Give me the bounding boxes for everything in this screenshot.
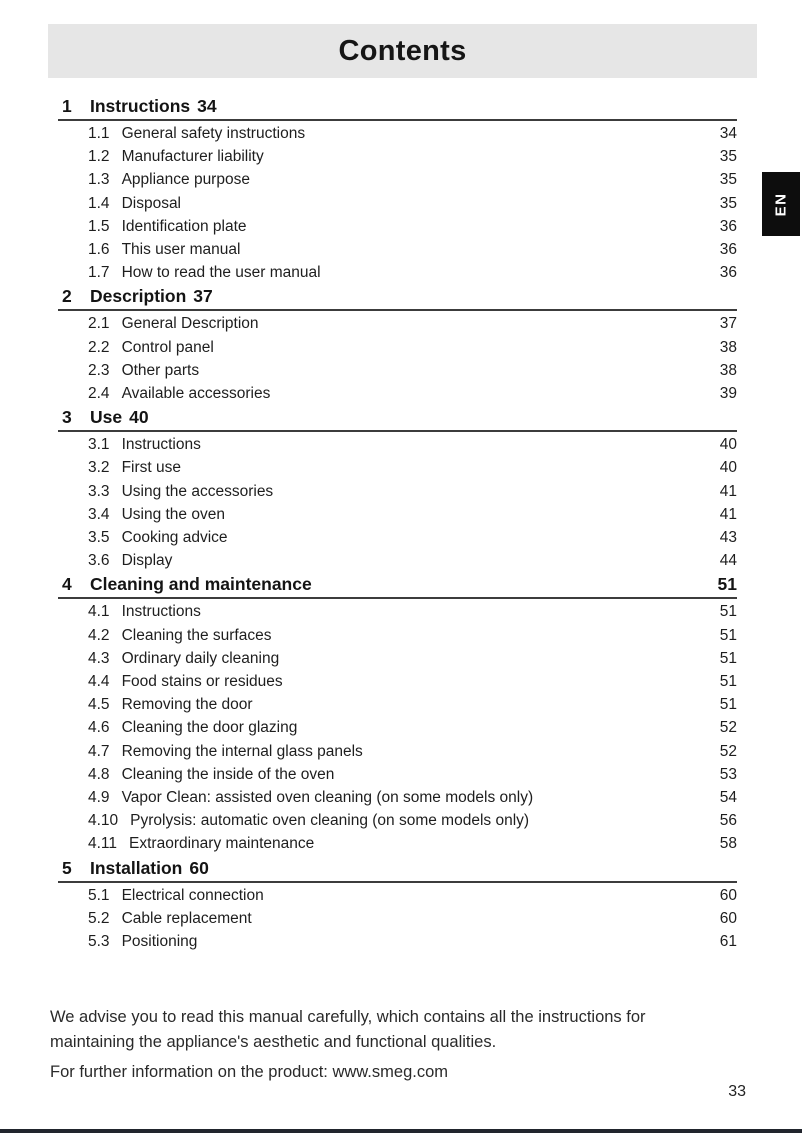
toc-item <box>58 716 737 739</box>
toc-item-number: 1.6 <box>88 241 110 259</box>
toc-item-page: 53 <box>719 765 737 783</box>
toc-item-page: 52 <box>719 742 737 760</box>
toc-item-page: 58 <box>719 835 737 853</box>
toc-item-title: General safety instructions <box>121 125 306 142</box>
toc-item-page: 35 <box>719 194 737 212</box>
section-title: Cleaning and maintenance <box>90 574 312 595</box>
toc-item-title: Ordinary daily cleaning <box>121 649 280 667</box>
toc-section-items <box>58 311 737 406</box>
toc-item-number: 1.2 <box>88 148 110 166</box>
toc-item <box>58 884 737 907</box>
toc-item-number: 1.4 <box>88 194 110 212</box>
toc-section <box>58 95 737 285</box>
toc-item-number: 4.6 <box>88 719 110 737</box>
toc-item-number: 4.8 <box>88 765 110 783</box>
toc-item-title: Vapor Clean: assisted oven cleaning (on some models only) <box>121 789 534 807</box>
toc-item <box>58 480 737 503</box>
toc-item-title: Available accessories <box>121 385 271 403</box>
toc-item-title: Instructions <box>121 436 201 454</box>
toc-item-number: 4.5 <box>88 696 110 714</box>
toc-item-page: 36 <box>719 264 737 282</box>
toc-item-number: 4.4 <box>88 673 110 691</box>
toc-section <box>58 857 737 955</box>
toc-item-page: 54 <box>719 789 737 807</box>
toc-item <box>58 740 737 763</box>
language-tab <box>762 172 800 236</box>
toc-item <box>58 600 737 623</box>
toc-section <box>58 573 737 856</box>
toc-item-page: 35 <box>719 171 737 189</box>
toc-item-number: 1.3 <box>88 171 110 189</box>
section-number: 2 <box>62 286 72 307</box>
toc-item <box>58 930 737 953</box>
toc-item-page: 36 <box>719 241 737 259</box>
toc-item-title: Extraordinary maintenance <box>129 835 315 853</box>
toc-item-number: 4.3 <box>88 649 110 667</box>
toc-item-page: 60 <box>719 886 737 904</box>
section-page-inline: 40 <box>129 407 149 428</box>
toc-item-page: 61 <box>719 933 737 951</box>
toc-item-title: Control panel <box>121 338 214 356</box>
toc-item-title: Pyrolysis: automatic oven cleaning (on some models only) <box>130 812 530 830</box>
toc-item-page: 51 <box>719 626 737 644</box>
toc-section <box>58 285 737 406</box>
toc-item <box>58 693 737 716</box>
toc-item <box>58 359 737 382</box>
toc-item <box>58 168 737 191</box>
toc-item-number: 3.1 <box>88 436 110 454</box>
toc-item <box>58 215 737 238</box>
toc-item-title: Using the oven <box>121 505 225 523</box>
toc-item-page: 41 <box>719 505 737 523</box>
toc-item-page: 36 <box>719 217 737 235</box>
toc-item <box>58 549 737 572</box>
toc-item-number: 4.10 <box>88 812 119 830</box>
toc-item-title: Manufacturer liability <box>121 148 264 166</box>
toc-item-page: 43 <box>719 529 737 547</box>
section-page-inline: 34 <box>197 96 217 116</box>
toc-item-number: 4.1 <box>88 603 110 621</box>
toc-item-title: Using the accessories <box>121 482 274 500</box>
bottom-bar <box>0 1129 802 1133</box>
toc-item-number: 4.9 <box>88 789 110 807</box>
toc-section-items <box>58 432 737 573</box>
language-tab-label: EN <box>772 192 790 216</box>
toc-section <box>58 406 737 573</box>
toc-item-title: Other parts <box>121 361 200 379</box>
toc-item-number: 5.2 <box>88 909 110 927</box>
toc-section-items <box>58 599 737 856</box>
toc-item-page: 51 <box>719 649 737 667</box>
toc-item <box>58 526 737 549</box>
section-title: Installation <box>90 857 183 878</box>
toc-item-page: 39 <box>719 385 737 403</box>
toc-section-header <box>58 857 737 883</box>
toc-item <box>58 238 737 261</box>
advice-text-line-2: maintaining the appliance's aesthetic and functional qualities. <box>50 1033 497 1051</box>
toc-item-page: 35 <box>719 148 737 166</box>
toc-item <box>58 670 737 693</box>
toc-item-page: 34 <box>719 125 737 142</box>
toc-item-number: 2.4 <box>88 385 110 403</box>
toc-item-title: Identification plate <box>121 217 247 235</box>
toc-item-title: Food stains or residues <box>121 673 283 691</box>
toc-item-title: Display <box>121 552 173 570</box>
toc-item <box>58 624 737 647</box>
section-number: 1 <box>62 96 72 116</box>
toc-item-title: Removing the internal glass panels <box>121 742 363 760</box>
toc-item-page: 38 <box>719 361 737 379</box>
toc-item-page: 40 <box>719 459 737 477</box>
toc-item-number: 3.3 <box>88 482 110 500</box>
toc-item-title: How to read the user manual <box>121 264 321 282</box>
toc-item <box>58 907 737 930</box>
page-number: 33 <box>728 1083 746 1100</box>
toc <box>58 95 737 954</box>
toc-item-number: 3.2 <box>88 459 110 477</box>
toc-item <box>58 763 737 786</box>
toc-section-items <box>58 883 737 955</box>
toc-item <box>58 456 737 479</box>
toc-item-number: 1.1 <box>88 125 110 142</box>
toc-item-title: This user manual <box>121 241 241 259</box>
toc-section-header <box>58 285 737 311</box>
toc-item-title: Cleaning the door glazing <box>121 719 298 737</box>
toc-item-number: 1.5 <box>88 217 110 235</box>
toc-item <box>58 809 737 832</box>
toc-item-page: 38 <box>719 338 737 356</box>
toc-item-page: 51 <box>719 673 737 691</box>
toc-item <box>58 261 737 284</box>
toc-item-page: 51 <box>719 696 737 714</box>
toc-item <box>58 122 737 145</box>
page-title: Contents <box>338 34 467 67</box>
toc-item-number: 5.3 <box>88 933 110 951</box>
advice-text-line-1: We advise you to read this manual carefully, which contains all the instructions for <box>50 1008 646 1026</box>
section-page-inline: 60 <box>189 857 209 878</box>
section-title: Use <box>90 407 123 428</box>
section-number: 5 <box>62 857 72 878</box>
toc-section-header <box>58 406 737 432</box>
contents-header-bar <box>48 24 757 78</box>
toc-item <box>58 503 737 526</box>
toc-section-header <box>58 95 737 121</box>
toc-item <box>58 312 737 335</box>
toc-item-page: 56 <box>719 812 737 830</box>
toc-item-number: 2.1 <box>88 315 110 333</box>
toc-section-header <box>58 573 737 599</box>
toc-item-number: 2.3 <box>88 361 110 379</box>
toc-item-page: 60 <box>719 909 737 927</box>
section-title: Description <box>90 286 187 307</box>
section-number: 3 <box>62 407 72 428</box>
toc-item-title: Removing the door <box>121 696 253 714</box>
toc-item <box>58 647 737 670</box>
toc-item <box>58 192 737 215</box>
toc-item-number: 3.6 <box>88 552 110 570</box>
toc-item <box>58 145 737 168</box>
toc-item-number: 3.5 <box>88 529 110 547</box>
toc-item-number: 3.4 <box>88 505 110 523</box>
toc-item-number: 4.2 <box>88 626 110 644</box>
toc-item-title: Disposal <box>121 194 182 212</box>
toc-section-items <box>58 121 737 285</box>
toc-item <box>58 433 737 456</box>
toc-item-number: 4.11 <box>88 835 118 853</box>
section-page-inline: 37 <box>193 286 213 307</box>
toc-item-page: 52 <box>719 719 737 737</box>
product-info-line: For further information on the product: www.smeg.com <box>50 1063 448 1081</box>
toc-item-page: 51 <box>719 603 737 621</box>
toc-item-number: 4.7 <box>88 742 110 760</box>
toc-item-number: 1.7 <box>88 264 110 282</box>
toc-item-page: 44 <box>719 552 737 570</box>
toc-item-page: 41 <box>719 482 737 500</box>
toc-item-title: Appliance purpose <box>121 171 250 189</box>
toc-item-number: 5.1 <box>88 886 110 904</box>
toc-item-title: Positioning <box>121 933 198 951</box>
footer-note <box>50 1005 742 1085</box>
toc-item-title: Cleaning the surfaces <box>121 626 272 644</box>
toc-item <box>58 786 737 809</box>
toc-item <box>58 382 737 405</box>
section-page-right: 51 <box>717 574 737 595</box>
toc-item-title: Cooking advice <box>121 529 228 547</box>
toc-item-title: Electrical connection <box>121 886 264 904</box>
toc-item <box>58 336 737 359</box>
toc-item-page: 37 <box>719 315 737 333</box>
toc-item-title: Cable replacement <box>121 909 252 927</box>
section-number: 4 <box>62 574 72 595</box>
toc-item-number: 2.2 <box>88 338 110 356</box>
toc-item-title: Instructions <box>121 603 201 621</box>
section-title: Instructions <box>90 96 191 116</box>
toc-item-title: First use <box>121 459 181 477</box>
toc-item <box>58 832 737 855</box>
toc-item-title: General Description <box>121 315 259 333</box>
toc-item-title: Cleaning the inside of the oven <box>121 765 335 783</box>
toc-item-page: 40 <box>719 436 737 454</box>
